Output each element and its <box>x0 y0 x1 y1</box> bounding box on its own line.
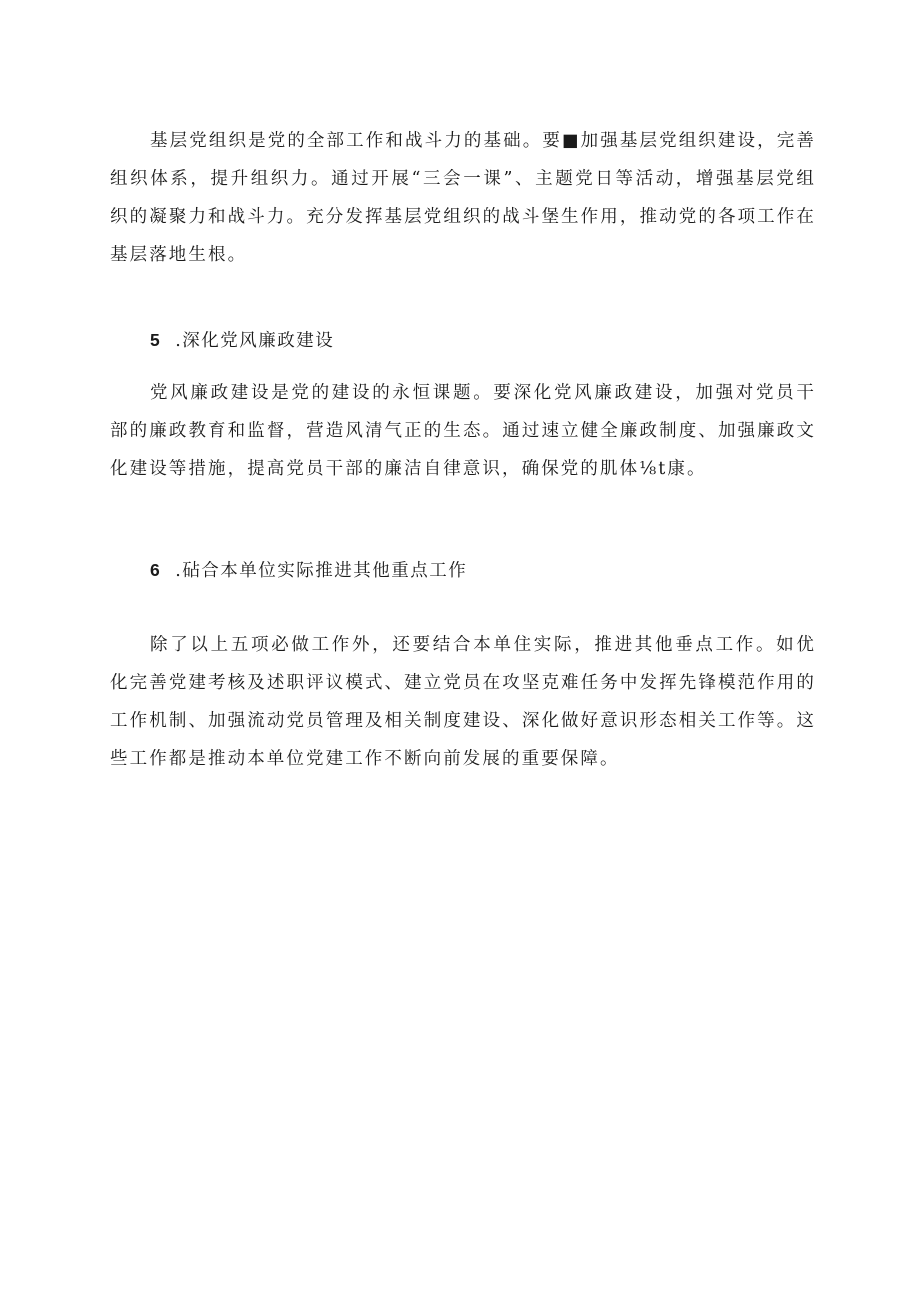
section-heading-5 <box>150 327 334 354</box>
section-number: 5 <box>150 330 162 350</box>
paragraph-party-integrity: 党风廉政建设是党的建设的永恒课题。要深化党风廉政建设，加强对党员干部的廉政教育和监督，营造风清气正的生态。通过速立健全廉政制度、加强廉政文化建设等措施，提高党员干部的廉洁自律意识，确保党的肌体⅛t康。 <box>110 383 816 479</box>
section-title: .砧合本单位实际推进其他重点工作 <box>175 561 468 581</box>
section-heading-6 <box>150 557 467 584</box>
paragraph-grassroots-organization: 基层党组织是党的全部工作和战斗力的基础。要■加强基层党组织建设，完善组织体系，提升组织力。通过开展“三会一课”、主题党日等活动，增强基层党组织的凝聚力和战斗力。充分发挥基层党组织的战斗堡生作用，推动党的各项工作在基层落地生根。 <box>110 131 816 265</box>
paragraph-other-key-work: 除了以上五项必做工作外，还要结合本单住实际，推进其他垂点工作。如优化完善党建考核及述职评议模式、建立党员在攻坚克难任务中发挥先锋模范作用的工作机制、加强流动党员管理及相关制度建设、深化做好意识形态相关工作等。这些工作都是推动本单位党建工作不断向前发展的重要保障。 <box>110 635 816 769</box>
section-title: .深化党风廉政建设 <box>175 331 335 351</box>
section-number: 6 <box>150 560 162 580</box>
